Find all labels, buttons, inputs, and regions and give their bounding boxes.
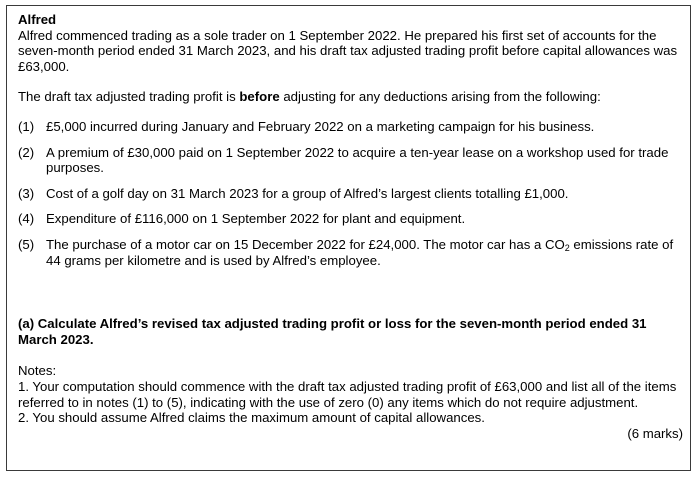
item-number: (5) bbox=[18, 236, 35, 252]
item-text: £5,000 incurred during January and February 2022 on a marketing campaign for his business. bbox=[46, 118, 595, 134]
item-text: Cost of a golf day on 31 March 2023 for a group of Alfred’s largest clients totalling £1,000. bbox=[46, 185, 569, 201]
list-item bbox=[18, 119, 683, 135]
list-item bbox=[18, 186, 683, 202]
lead-text-before: The draft tax adjusted trading profit is bbox=[18, 89, 240, 105]
item-text-after: emissions rate of 44 grams per kilometre and is used by Alfred’s employee. bbox=[46, 236, 674, 268]
lead-text-after: adjusting for any deductions arising from the following: bbox=[279, 89, 601, 105]
lead-paragraph bbox=[18, 89, 683, 105]
item-number: (4) bbox=[18, 211, 35, 227]
adjustment-list bbox=[18, 119, 683, 268]
item-text bbox=[46, 237, 683, 268]
marks-label: (6 marks) bbox=[627, 425, 683, 441]
list-item bbox=[18, 237, 683, 268]
item-number: (1) bbox=[18, 118, 35, 134]
question-a: (a) Calculate Alfred’s revised tax adjusted trading profit or loss for the seven-month period ended 31 March 2023. bbox=[18, 316, 647, 347]
question-title: Alfred bbox=[18, 12, 57, 27]
item-number: (3) bbox=[18, 185, 35, 201]
item-text: A premium of £30,000 paid on 1 September 2022 to acquire a ten-year lease on a workshop used for trade purposes. bbox=[46, 144, 669, 176]
lead-bold-word: before bbox=[239, 89, 280, 105]
list-item bbox=[18, 145, 683, 176]
notes-label: Notes: bbox=[18, 363, 57, 379]
intro-paragraph: Alfred commenced trading as a sole trader on 1 September 2022. He prepared his first set of accounts for the seven-month period ended 31 March 2023, and his draft tax adjusted trading profit before capital allowances was £63,000. bbox=[18, 27, 678, 74]
item-text: Expenditure of £116,000 on 1 September 2022 for plant and equipment. bbox=[46, 211, 466, 227]
item-text-before: The purchase of a motor car on 15 December 2022 for £24,000. The motor car has a CO bbox=[46, 236, 565, 252]
note-2: 2. You should assume Alfred claims the maximum amount of capital allowances. bbox=[18, 410, 485, 426]
co2-subscript: 2 bbox=[564, 242, 570, 253]
note-1: 1. Your computation should commence with the draft tax adjusted trading profit of £63,000 and list all of the items referred to in notes (1) to (5), indicating with the use of zero (0) any items which do not require adjustment. bbox=[18, 378, 677, 410]
item-number: (2) bbox=[18, 144, 35, 160]
list-item bbox=[18, 211, 683, 227]
question-content bbox=[18, 12, 683, 441]
